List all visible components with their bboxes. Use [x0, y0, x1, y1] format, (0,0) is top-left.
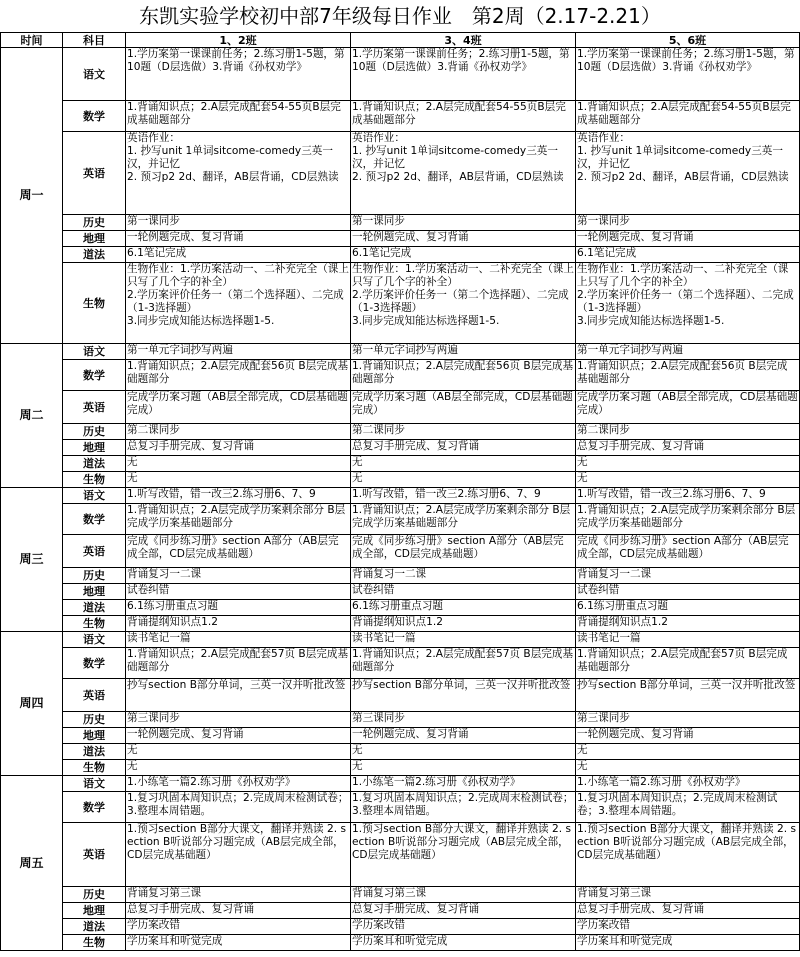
homework-cell: 学历案耳和听觉完成 [126, 935, 351, 951]
subject-label: 历史 [63, 424, 126, 440]
homework-cell: 1.背诵知识点；2.A层完成配套56页 B层完成基础题部分 [351, 360, 576, 391]
homework-cell: 英语作业： 1. 抄写unit 1单词sitcome-comedy三英一汉，并记忆 2. 预习p2 2d、翻译，AB层背诵，CD层熟读 [576, 132, 800, 215]
homework-cell: 无 [126, 472, 351, 488]
subject-label: 地理 [63, 728, 126, 744]
homework-cell: 生物作业：1.学历案活动一、二补充完全（课上只写了几个字的补全） 2.学历案评价任务一（第二个选择题）、二完成（1-3选择题） 3.同步完成知能达标选择题1-5. [126, 263, 351, 344]
table-row [1, 823, 800, 887]
subject-label: 数学 [63, 504, 126, 535]
homework-cell: 1.听写改错，错一改三2.练习册6、7、9 [126, 488, 351, 504]
homework-cell: 1.背诵知识点；2.A层完成配套57页 B层完成基础题部分 [576, 648, 800, 679]
table-row [1, 616, 800, 632]
homework-cell: 背诵复习一二课 [126, 568, 351, 584]
homework-cell: 6.1笔记完成 [351, 247, 576, 263]
table-row [1, 679, 800, 712]
homework-cell: 1.复习巩固本周知识点；2.完成周末检测试卷；3.整理本周错题。 [126, 792, 351, 823]
homework-cell: 1.小练笔一篇2.练习册《孙权劝学》 [576, 776, 800, 792]
subject-label: 道法 [63, 600, 126, 616]
subject-label: 数学 [63, 360, 126, 391]
homework-table [0, 32, 800, 951]
subject-label: 英语 [63, 132, 126, 215]
table-row [1, 728, 800, 744]
subject-label: 生物 [63, 760, 126, 776]
subject-label: 生物 [63, 472, 126, 488]
homework-cell: 1.复习巩固本周知识点；2.完成周末检测试卷；3.整理本周错题。 [576, 792, 800, 823]
homework-cell: 背诵复习第三课 [126, 887, 351, 903]
subject-label: 道法 [63, 919, 126, 935]
homework-cell: 6.1练习册重点习题 [576, 600, 800, 616]
header-class-5-6: 5、6班 [576, 33, 800, 48]
table-row [1, 247, 800, 263]
table-row [1, 504, 800, 535]
subject-label: 英语 [63, 823, 126, 887]
homework-cell: 无 [576, 744, 800, 760]
day-label: 周一 [1, 48, 63, 344]
homework-cell: 一轮例题完成、复习背诵 [126, 728, 351, 744]
homework-cell: 抄写section B部分单词，三英一汉并听批改签 [576, 679, 800, 712]
homework-cell: 无 [126, 744, 351, 760]
homework-cell: 1.复习巩固本周知识点；2.完成周末检测试卷；3.整理本周错题。 [351, 792, 576, 823]
table-row [1, 48, 800, 101]
homework-cell: 一轮例题完成、复习背诵 [576, 231, 800, 247]
subject-label: 生物 [63, 616, 126, 632]
subject-label: 道法 [63, 744, 126, 760]
subject-label: 道法 [63, 456, 126, 472]
homework-cell: 学历案改错 [126, 919, 351, 935]
homework-cell: 1.小练笔一篇2.练习册《孙权劝学》 [126, 776, 351, 792]
table-row [1, 568, 800, 584]
homework-cell: 第一单元字词抄写两遍 [126, 344, 351, 360]
table-body [1, 48, 800, 951]
day-label: 周三 [1, 488, 63, 632]
table-row [1, 215, 800, 231]
homework-cell: 学历案改错 [576, 919, 800, 935]
homework-cell: 第三课同步 [576, 712, 800, 728]
subject-label: 历史 [63, 712, 126, 728]
homework-cell: 1.背诵知识点；2.A层完成配套56页 B层完成基础题部分 [126, 360, 351, 391]
homework-cell: 无 [351, 456, 576, 472]
homework-cell: 1.背诵知识点；2.A层完成配套56页 B层完成基础题部分 [576, 360, 800, 391]
homework-cell: 总复习手册完成、复习背诵 [351, 903, 576, 919]
homework-cell: 背诵复习第三课 [351, 887, 576, 903]
table-row [1, 360, 800, 391]
homework-cell: 试卷纠错 [126, 584, 351, 600]
homework-cell: 1.背诵知识点；2.A层完成学历案剩余部分 B层完成学历案基础题部分 [126, 504, 351, 535]
subject-label: 历史 [63, 887, 126, 903]
subject-label: 语文 [63, 632, 126, 648]
homework-cell: 无 [351, 472, 576, 488]
homework-cell: 第一单元字词抄写两遍 [351, 344, 576, 360]
homework-cell: 生物作业：1.学历案活动一、二补充完全（课上只写了几个字的补全） 2.学历案评价任务一（第二个选择题）、二完成（1-3选择题） 3.同步完成知能达标选择题1-5. [351, 263, 576, 344]
homework-cell: 无 [576, 760, 800, 776]
table-row [1, 391, 800, 424]
subject-label: 地理 [63, 584, 126, 600]
homework-cell: 英语作业： 1. 抄写unit 1单词sitcome-comedy三英一汉，并记忆 2. 预习p2 2d、翻译，AB层背诵，CD层熟读 [351, 132, 576, 215]
subject-label: 英语 [63, 391, 126, 424]
homework-cell: 无 [126, 760, 351, 776]
header-subject: 科目 [63, 33, 126, 48]
homework-cell: 1.背诵知识点；2.A层完成配套54-55页B层完成基础题部分 [576, 101, 800, 132]
homework-cell: 总复习手册完成、复习背诵 [126, 440, 351, 456]
homework-cell: 读书笔记一篇 [126, 632, 351, 648]
table-row [1, 231, 800, 247]
homework-cell: 背诵提纲知识点1.2 [351, 616, 576, 632]
table-row [1, 887, 800, 903]
homework-cell: 1.学历案第一课课前任务；2.练习册1-5题，第10题（D层选做）3.背诵《孙权劝学》 [351, 48, 576, 101]
homework-cell: 完成学历案习题（AB层全部完成，CD层基础题完成） [576, 391, 800, 424]
homework-cell: 无 [351, 744, 576, 760]
table-row [1, 648, 800, 679]
subject-label: 历史 [63, 215, 126, 231]
header-class-3-4: 3、4班 [351, 33, 576, 48]
homework-cell: 完成学历案习题（AB层全部完成，CD层基础题完成） [351, 391, 576, 424]
table-row [1, 344, 800, 360]
homework-cell: 第一课同步 [351, 215, 576, 231]
homework-cell: 无 [576, 456, 800, 472]
page-title: 东凯实验学校初中部7年级每日作业 第2周（2.17-2.21） [139, 4, 661, 28]
table-row [1, 760, 800, 776]
homework-cell: 6.1练习册重点习题 [126, 600, 351, 616]
subject-label: 语文 [63, 344, 126, 360]
table-row [1, 744, 800, 760]
homework-cell: 1.背诵知识点；2.A层完成学历案剩余部分 B层完成学历案基础题部分 [576, 504, 800, 535]
table-row [1, 712, 800, 728]
homework-cell: 总复习手册完成、复习背诵 [576, 903, 800, 919]
homework-cell: 读书笔记一篇 [351, 632, 576, 648]
homework-cell: 完成学历案习题（AB层全部完成，CD层基础题完成） [126, 391, 351, 424]
header-row [1, 33, 800, 48]
subject-label: 数学 [63, 648, 126, 679]
table-row [1, 903, 800, 919]
table-row [1, 456, 800, 472]
homework-cell: 第一课同步 [576, 215, 800, 231]
homework-cell: 总复习手册完成、复习背诵 [126, 903, 351, 919]
homework-cell: 一轮例题完成、复习背诵 [351, 728, 576, 744]
table-row [1, 488, 800, 504]
subject-label: 语文 [63, 48, 126, 101]
homework-cell: 抄写section B部分单词，三英一汉并听批改签 [126, 679, 351, 712]
homework-cell: 背诵复习第三课 [576, 887, 800, 903]
table-row [1, 584, 800, 600]
subject-label: 语文 [63, 488, 126, 504]
homework-cell: 1.学历案第一课课前任务；2.练习册1-5题，第10题（D层选做）3.背诵《孙权劝学》 [576, 48, 800, 101]
homework-cell: 第二课同步 [351, 424, 576, 440]
subject-label: 英语 [63, 679, 126, 712]
subject-label: 道法 [63, 247, 126, 263]
homework-cell: 总复习手册完成、复习背诵 [576, 440, 800, 456]
subject-label: 英语 [63, 535, 126, 568]
homework-cell: 第三课同步 [126, 712, 351, 728]
subject-label: 历史 [63, 568, 126, 584]
homework-cell: 6.1笔记完成 [126, 247, 351, 263]
homework-cell: 学历案改错 [351, 919, 576, 935]
homework-cell: 学历案耳和听觉完成 [576, 935, 800, 951]
day-label: 周四 [1, 632, 63, 776]
homework-cell: 1.背诵知识点；2.A层完成配套57页 B层完成基础题部分 [351, 648, 576, 679]
table-row [1, 263, 800, 344]
homework-cell: 1.背诵知识点；2.A层完成学历案剩余部分 B层完成学历案基础题部分 [351, 504, 576, 535]
homework-cell: 第一单元字词抄写两遍 [576, 344, 800, 360]
homework-cell: 一轮例题完成、复习背诵 [351, 231, 576, 247]
homework-cell: 1.预习section B部分大课文，翻译并熟读 2. section B听说部分习题完成（AB层完成全部，CD层完成基础题） [126, 823, 351, 887]
homework-cell: 完成《同步练习册》section A部分（AB层完成全部，CD层完成基础题） [351, 535, 576, 568]
homework-cell: 第二课同步 [126, 424, 351, 440]
homework-cell: 1.学历案第一课课前任务；2.练习册1-5题，第10题（D层选做）3.背诵《孙权劝学》 [126, 48, 351, 101]
homework-cell: 背诵复习一二课 [351, 568, 576, 584]
subject-label: 地理 [63, 903, 126, 919]
homework-cell: 总复习手册完成、复习背诵 [351, 440, 576, 456]
table-row [1, 632, 800, 648]
day-label: 周二 [1, 344, 63, 488]
homework-cell: 第一课同步 [126, 215, 351, 231]
homework-cell: 6.1练习册重点习题 [351, 600, 576, 616]
homework-cell: 第三课同步 [351, 712, 576, 728]
homework-cell: 1.预习section B部分大课文，翻译并熟读 2. section B听说部分习题完成（AB层完成全部，CD层完成基础题） [576, 823, 800, 887]
homework-cell: 1.预习section B部分大课文，翻译并熟读 2. section B听说部分习题完成（AB层完成全部，CD层完成基础题） [351, 823, 576, 887]
table-row [1, 935, 800, 951]
homework-cell: 试卷纠错 [351, 584, 576, 600]
homework-cell: 读书笔记一篇 [576, 632, 800, 648]
homework-cell: 6.1笔记完成 [576, 247, 800, 263]
subject-label: 生物 [63, 263, 126, 344]
table-row [1, 535, 800, 568]
subject-label: 数学 [63, 101, 126, 132]
header-time: 时间 [1, 33, 63, 48]
homework-cell: 学历案耳和听觉完成 [351, 935, 576, 951]
table-row [1, 776, 800, 792]
homework-cell: 无 [126, 456, 351, 472]
homework-cell: 完成《同步练习册》section A部分（AB层完成全部，CD层完成基础题） [576, 535, 800, 568]
table-row [1, 101, 800, 132]
homework-cell: 背诵复习一二课 [576, 568, 800, 584]
homework-cell: 1.小练笔一篇2.练习册《孙权劝学》 [351, 776, 576, 792]
subject-label: 数学 [63, 792, 126, 823]
homework-cell: 抄写section B部分单词，三英一汉并听批改签 [351, 679, 576, 712]
subject-label: 语文 [63, 776, 126, 792]
homework-cell: 无 [576, 472, 800, 488]
header-class-1-2: 1、2班 [126, 33, 351, 48]
homework-cell: 一轮例题完成、复习背诵 [576, 728, 800, 744]
subject-label: 地理 [63, 231, 126, 247]
homework-cell: 试卷纠错 [576, 584, 800, 600]
table-row [1, 919, 800, 935]
homework-cell: 1.背诵知识点；2.A层完成配套54-55页B层完成基础题部分 [126, 101, 351, 132]
homework-cell: 第二课同步 [576, 424, 800, 440]
day-label: 周五 [1, 776, 63, 951]
homework-cell: 1.背诵知识点；2.A层完成配套57页 B层完成基础题部分 [126, 648, 351, 679]
homework-cell: 一轮例题完成、复习背诵 [126, 231, 351, 247]
homework-cell: 1.听写改错，错一改三2.练习册6、7、9 [576, 488, 800, 504]
subject-label: 地理 [63, 440, 126, 456]
homework-cell: 完成《同步练习册》section A部分（AB层完成全部，CD层完成基础题） [126, 535, 351, 568]
table-row [1, 440, 800, 456]
homework-cell: 无 [351, 760, 576, 776]
table-row [1, 600, 800, 616]
homework-cell: 生物作业：1.学历案活动一、二补充完全（课上只写了几个字的补全） 2.学历案评价任务一（第二个选择题）、二完成（1-3选择题） 3.同步完成知能达标选择题1-5. [576, 263, 800, 344]
table-row [1, 472, 800, 488]
table-row [1, 792, 800, 823]
subject-label: 生物 [63, 935, 126, 951]
homework-cell: 1.听写改错，错一改三2.练习册6、7、9 [351, 488, 576, 504]
homework-cell: 1.背诵知识点；2.A层完成配套54-55页B层完成基础题部分 [351, 101, 576, 132]
homework-cell: 英语作业： 1. 抄写unit 1单词sitcome-comedy三英一汉，并记忆 2. 预习p2 2d、翻译，AB层背诵，CD层熟读 [126, 132, 351, 215]
homework-cell: 背诵提纲知识点1.2 [576, 616, 800, 632]
table-row [1, 424, 800, 440]
homework-cell: 背诵提纲知识点1.2 [126, 616, 351, 632]
table-row [1, 132, 800, 215]
